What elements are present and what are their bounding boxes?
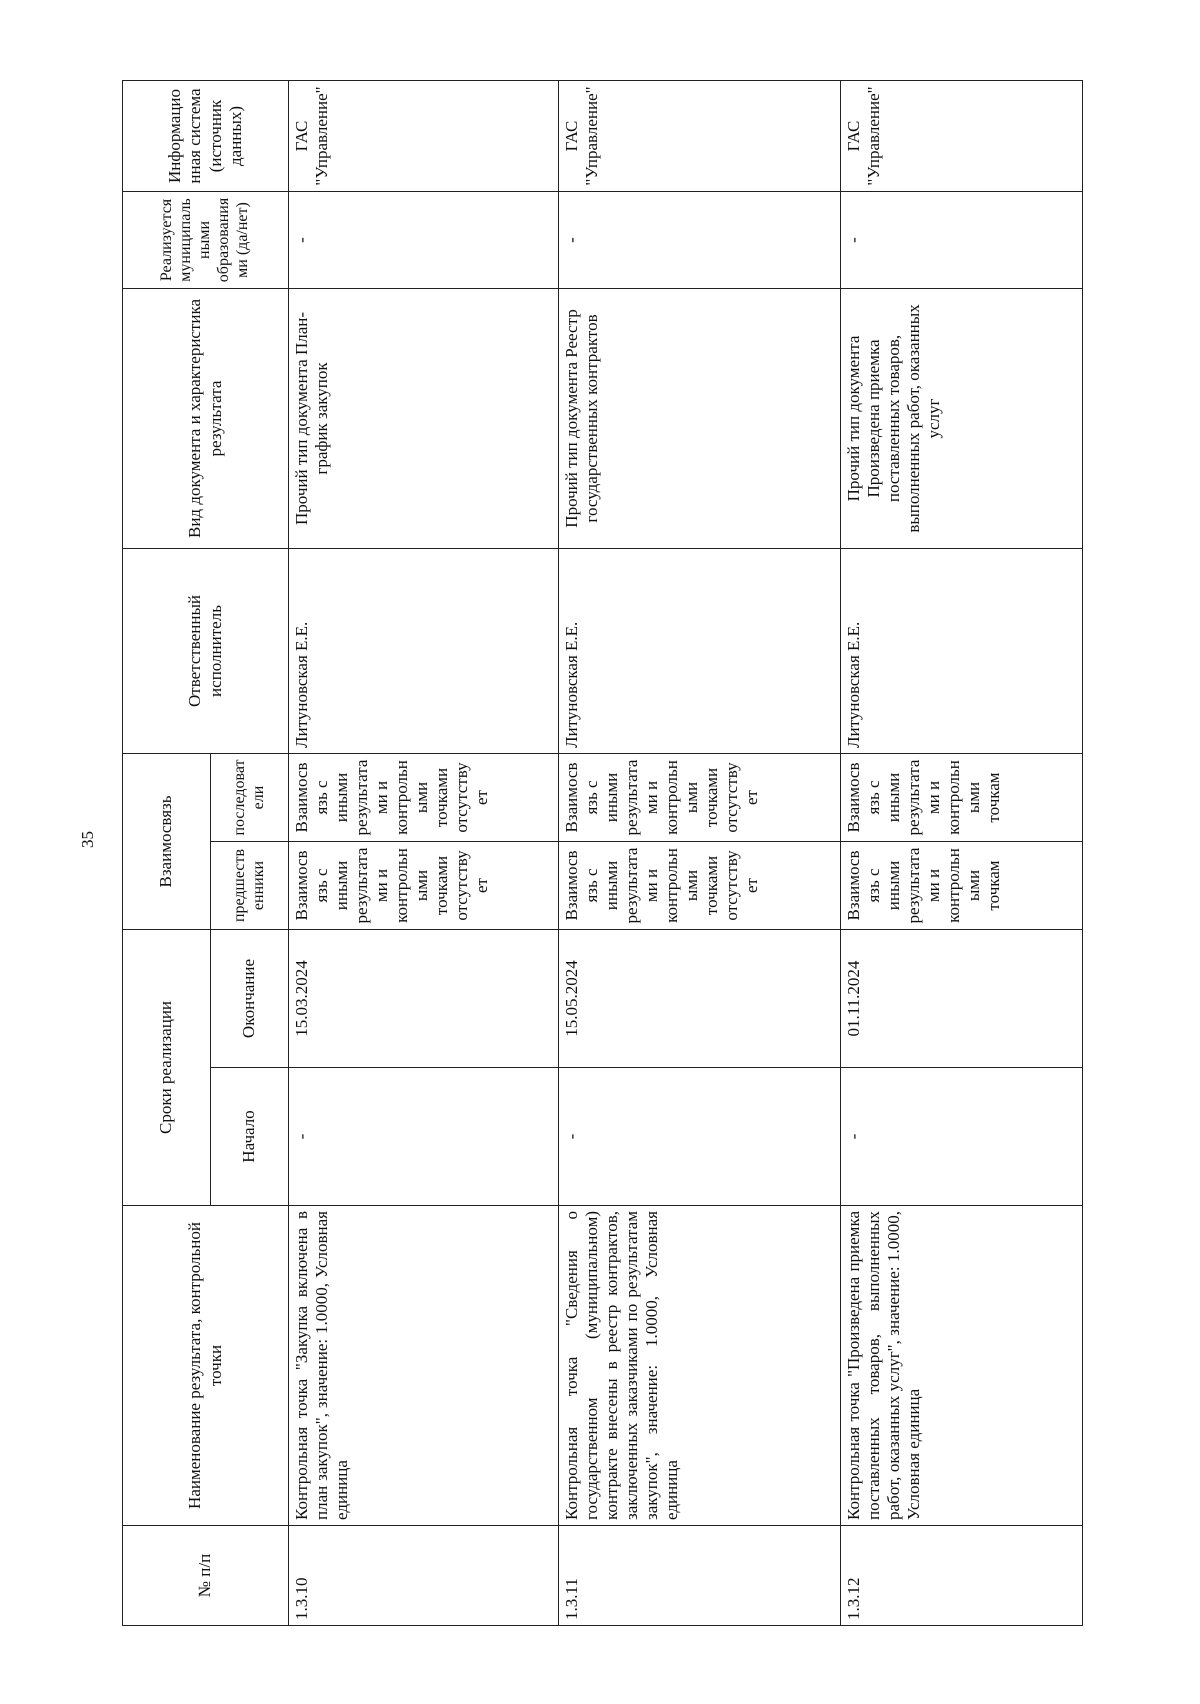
header-end: Окончание: [211, 930, 289, 1068]
row-start: -: [841, 1068, 1083, 1206]
header-executor: Ответственный исполнитель: [123, 548, 289, 753]
row-system: ГАС "Управление": [841, 80, 1083, 191]
row-predecessors: Взаимосвязь с иными результатами и контрольными точками отсутствует: [559, 842, 841, 930]
table-row: [841, 80, 1083, 1625]
header-predecessors: предшественники: [211, 842, 289, 930]
row-predecessors: Взаимосвязь с иными результатами и контрольными точками отсутствует: [289, 842, 559, 930]
row-name: Контрольная точка "Произведена приемка поставленных товаров, выполненных работ, оказанных услуг", значение: 1.0000, Условная единица: [841, 1206, 1083, 1526]
header-name: Наименование результата, контрольной точки: [123, 1206, 289, 1526]
header-start: Начало: [211, 1068, 289, 1206]
page-number: 35: [78, 831, 97, 848]
header-num: № п/п: [123, 1526, 289, 1626]
header-doc: Вид документа и характеристика результата: [123, 288, 289, 548]
row-doc: Прочий тип документа Произведена приемка поставленных товаров, выполненных работ, оказанных услуг: [841, 288, 1083, 548]
row-executor: Литуновская Е.Е.: [289, 548, 559, 753]
header-system: Информационная система (источник данных): [123, 80, 289, 191]
rotated-table-container: [122, 81, 1082, 1626]
row-system: ГАС "Управление": [559, 80, 841, 191]
header-successors: последователи: [211, 753, 289, 841]
table-row: [289, 80, 559, 1625]
row-end: 15.05.2024: [559, 930, 841, 1068]
row-successors: Взаимосвязь с иными результатами и контрольными точкам: [841, 753, 1083, 841]
row-end: 15.03.2024: [289, 930, 559, 1068]
row-start: -: [559, 1068, 841, 1206]
row-num: 1.3.12: [841, 1526, 1083, 1626]
row-name: Контрольная точка "Закупка включена в план закупок", значение: 1.0000, Условная единица: [289, 1206, 559, 1526]
header-municipal: Реализуется муниципальными образованиями (да/нет): [123, 191, 289, 288]
row-municipal: -: [841, 191, 1083, 288]
row-num: 1.3.11: [559, 1526, 841, 1626]
row-start: -: [289, 1068, 559, 1206]
row-end: 01.11.2024: [841, 930, 1083, 1068]
row-municipal: -: [559, 191, 841, 288]
row-num: 1.3.10: [289, 1526, 559, 1626]
results-table: [122, 80, 1083, 1626]
header-terms: Сроки реализации: [123, 930, 211, 1206]
row-successors: Взаимосвязь с иными результатами и контрольными точками отсутствует: [559, 753, 841, 841]
row-predecessors: Взаимосвязь с иными результатами и контрольными точкам: [841, 842, 1083, 930]
row-executor: Литуновская Е.Е.: [559, 548, 841, 753]
row-doc: Прочий тип документа План-график закупок: [289, 288, 559, 548]
row-name: Контрольная точка "Сведения о государственном (муниципальном) контракте внесены в реестр контрактов, заключенных заказчиками по результатам закупок", значение: 1.0000, Условная единица: [559, 1206, 841, 1526]
header-link: Взаимосвязь: [123, 753, 211, 929]
row-executor: Литуновская Е.Е.: [841, 548, 1083, 753]
row-successors: Взаимосвязь с иными результатами и контрольными точками отсутствует: [289, 753, 559, 841]
row-doc: Прочий тип документа Реестр государственных контрактов: [559, 288, 841, 548]
table-row: [559, 80, 841, 1625]
row-municipal: -: [289, 191, 559, 288]
row-system: ГАС "Управление": [289, 80, 559, 191]
